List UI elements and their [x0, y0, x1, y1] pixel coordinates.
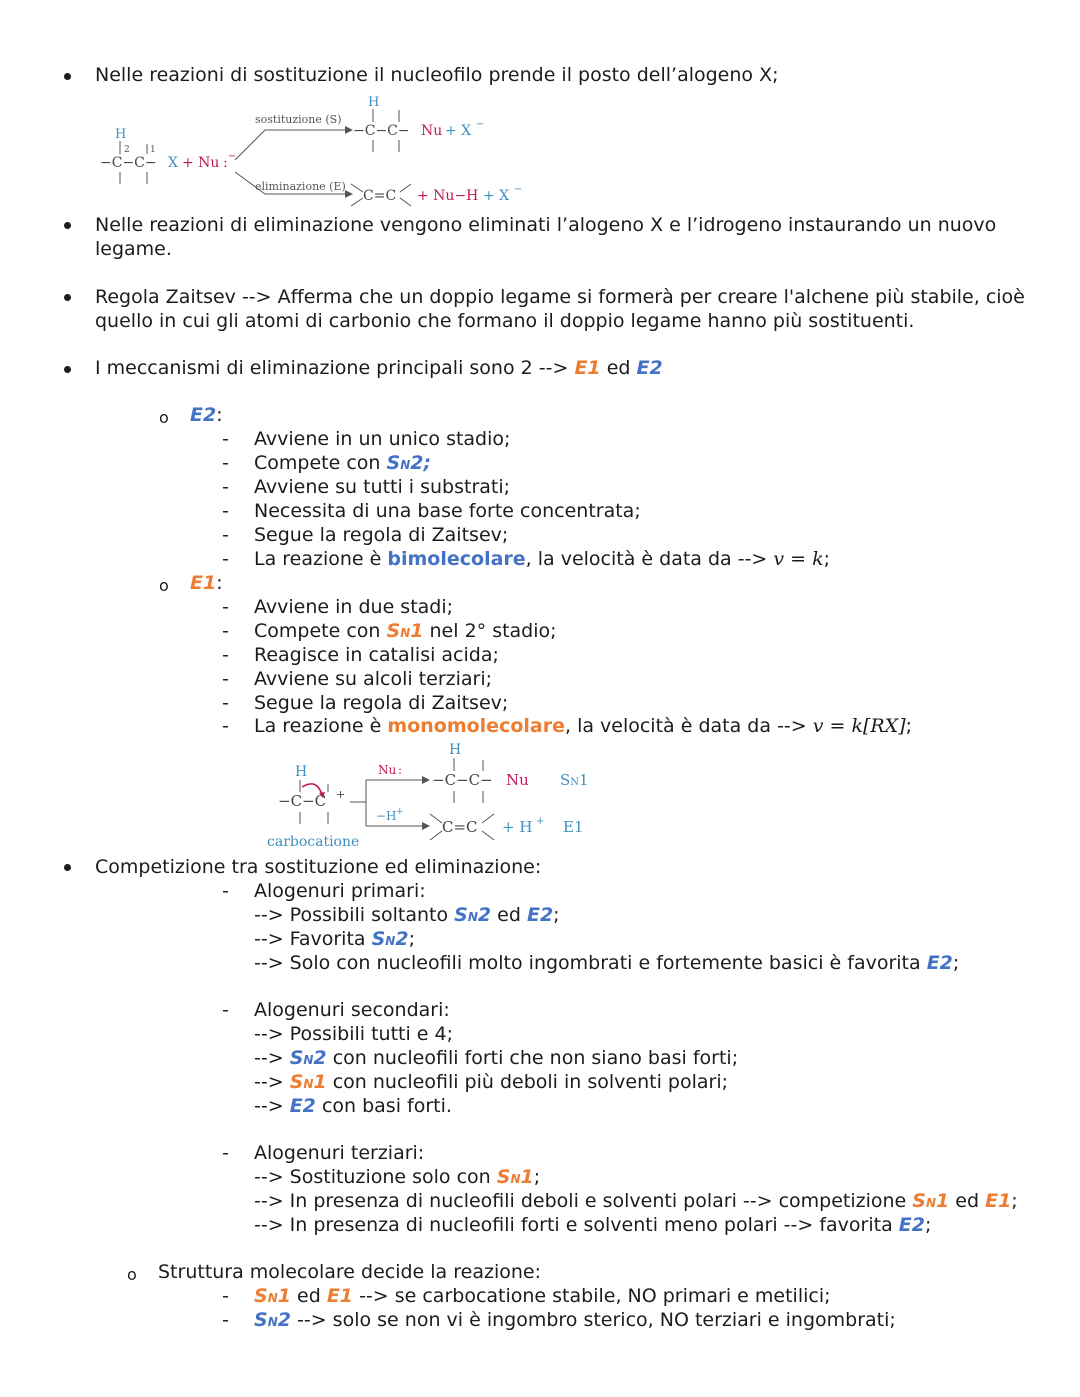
- bullet-sostituzione: Nelle reazioni di sostituzione il nucleofilo prende il posto dell’alogeno X;: [95, 64, 779, 86]
- e1-rate-formula: v = k[RX]: [812, 715, 906, 737]
- bullet-zaitsev-line1: Regola Zaitsev --> Afferma che un doppio legame si formerà per creare l'alchene più stabile, cioè: [95, 286, 1025, 308]
- dash-marker: -: [222, 500, 229, 522]
- e1-heading: E1:: [190, 572, 223, 594]
- dash-marker: -: [222, 428, 229, 450]
- primari-line2: --> Favorita SN2;: [254, 928, 415, 950]
- secondari-line4: --> E2 con basi forti.: [254, 1095, 452, 1117]
- e2-rate-mid: , la velocità è data da -->: [525, 548, 768, 570]
- competizione-title: Competizione tra sostituzione ed eliminazione:: [95, 856, 542, 878]
- circle-marker: o: [159, 408, 169, 427]
- bullet-dot: [64, 222, 71, 229]
- dash-marker: -: [222, 548, 229, 570]
- svg-text:+: +: [536, 816, 545, 827]
- terziari-line3: --> In presenza di nucleofili forti e solventi meno polari --> favorita E2;: [254, 1214, 932, 1236]
- d2-prod-chain: −C−C−: [432, 771, 493, 789]
- e2-item: Avviene in un unico stadio;: [254, 428, 511, 450]
- dash-marker: -: [222, 524, 229, 546]
- dash-marker: -: [222, 715, 229, 737]
- e1-compete-sn1: SN1: [386, 620, 424, 642]
- d1-reagent-chain: −C−C−: [100, 155, 157, 171]
- d2-colon: :: [398, 763, 403, 777]
- e1-rate-mid: , la velocità è data da -->: [564, 715, 807, 737]
- e1-item: Segue la regola di Zaitsev;: [254, 692, 509, 714]
- e2-item: Avviene su tutti i substrati;: [254, 476, 511, 498]
- d2-h-top: H: [449, 742, 462, 758]
- d1-nu-prod: Nu: [421, 123, 443, 139]
- struttura-line1: SN1 ed E1 --> se carbocatione stabile, NO primari e metilici;: [254, 1285, 831, 1307]
- primari-title: Alogenuri primari:: [254, 880, 426, 902]
- dash-marker: -: [222, 1285, 229, 1307]
- e2-heading: E2:: [190, 404, 223, 426]
- d1-h-left: H: [115, 127, 127, 142]
- d1-plus-x2: + X: [483, 188, 510, 204]
- terziari-line1: --> Sostituzione solo con SN1;: [254, 1166, 541, 1188]
- secondari-line3: --> SN1 con nucleofili più deboli in solventi polari;: [254, 1071, 729, 1093]
- dash-marker: -: [222, 692, 229, 714]
- bullet-dot: [64, 294, 71, 301]
- d1-plus-x: + X: [445, 123, 472, 139]
- terziari-title: Alogenuri terziari:: [254, 1142, 425, 1164]
- diagram-carbocatione: [262, 740, 602, 852]
- d2-alkene: C=C: [442, 818, 478, 836]
- e1-compete: [254, 620, 557, 642]
- e2-rate-formula: v = k: [773, 548, 824, 570]
- d1-h-top: H: [368, 95, 380, 110]
- secondari-line2: --> SN2 con nucleofili forti che non siano basi forti;: [254, 1047, 739, 1069]
- dash-marker: -: [222, 880, 229, 902]
- dash-marker: -: [222, 476, 229, 498]
- e2-compete-sn2: SN2;: [386, 452, 432, 474]
- d2-h-plus-label: −H: [376, 809, 397, 823]
- bullet-eliminazione-line1: Nelle reazioni di eliminazione vengono eliminati l’alogeno X e l’idrogeno instaurando un nuovo: [95, 214, 997, 236]
- dash-marker: -: [222, 668, 229, 690]
- bullet-meccanismi: [95, 357, 663, 379]
- d1-alkene: C=C: [363, 188, 397, 204]
- svg-text:−: −: [476, 119, 485, 130]
- d2-nu-label: Nu: [378, 763, 397, 777]
- e2-item: Necessita di una base forte concentrata;: [254, 500, 641, 522]
- circle-marker: o: [159, 576, 169, 595]
- d2-plus: +: [336, 788, 346, 801]
- terziari-line2: --> In presenza di nucleofili deboli e solventi polari --> competizione SN1 ed E1;: [254, 1190, 1018, 1212]
- meccanismi-e1: E1: [574, 357, 601, 379]
- d1-minus: −: [228, 151, 237, 162]
- bullet-eliminazione-line2: legame.: [95, 238, 172, 260]
- e2-title: E2: [190, 404, 217, 426]
- e1-item: Avviene su alcoli terziari;: [254, 668, 493, 690]
- e2-item: Segue la regola di Zaitsev;: [254, 524, 509, 546]
- e1-compete-suffix: nel 2° stadio;: [429, 620, 557, 642]
- d1-label-elim: eliminazione (E): [255, 180, 346, 193]
- d2-label-carbo: carbocatione: [267, 834, 360, 850]
- meccanismi-ed: ed: [606, 357, 631, 379]
- e1-compete-prefix: Compete con: [254, 620, 381, 642]
- dash-marker: -: [222, 1309, 229, 1331]
- primari-line3: --> Solo con nucleofili molto ingombrati e fortemente basici è favorita E2;: [254, 952, 960, 974]
- dash-marker: -: [222, 620, 229, 642]
- svg-text:−: −: [514, 184, 523, 195]
- svg-text:+: +: [396, 807, 404, 817]
- bullet-zaitsev-line2: quello in cui gli atomi di carbonio che formano il doppio legame hanno più sostituenti.: [95, 310, 915, 332]
- e2-compete: [254, 452, 431, 474]
- d1-x: X: [168, 155, 178, 171]
- dash-marker: -: [222, 999, 229, 1021]
- bullet-dot: [64, 73, 71, 80]
- bullet-dot: [64, 366, 71, 373]
- bullet-dot: [64, 864, 71, 871]
- d1-num-1: 1: [150, 145, 156, 155]
- dash-marker: -: [222, 644, 229, 666]
- meccanismi-text: I meccanismi di eliminazione principali sono 2 -->: [95, 357, 569, 379]
- d1-label-sost: sostituzione (S): [255, 113, 342, 126]
- circle-marker: o: [127, 1265, 137, 1284]
- dash-marker: -: [222, 596, 229, 618]
- d1-colon: :: [223, 155, 228, 171]
- e1-rate-prefix: La reazione è: [254, 715, 382, 737]
- d1-plus-nuh: + Nu−H: [417, 188, 479, 204]
- d2-sn1: SN1: [560, 771, 589, 789]
- d2-plus-h: + H: [502, 818, 533, 836]
- d1-plus-nu: + Nu: [182, 155, 220, 171]
- e2-rate-prefix: La reazione è: [254, 548, 382, 570]
- struttura-title: Struttura molecolare decide la reazione:: [158, 1261, 541, 1283]
- secondari-title: Alogenuri secondari:: [254, 999, 450, 1021]
- e2-compete-prefix: Compete con: [254, 452, 381, 474]
- e1-title: E1: [190, 572, 217, 594]
- e1-rate: La reazione è monomolecolare, la velocità è data da --> v = k[RX];: [254, 715, 913, 737]
- dash-marker: -: [222, 452, 229, 474]
- d2-h-left: H: [295, 764, 308, 780]
- meccanismi-e2: E2: [636, 357, 663, 379]
- primari-line1: --> Possibili soltanto SN2 ed E2;: [254, 904, 560, 926]
- e1-item: Reagisce in catalisi acida;: [254, 644, 499, 666]
- d1-num-2: 2: [124, 145, 130, 155]
- secondari-line1: --> Possibili tutti e 4;: [254, 1023, 454, 1045]
- e2-rate: La reazione è bimolecolare, la velocità è data da --> v = k;: [254, 548, 831, 570]
- e2-rate-word: bimolecolare: [387, 548, 526, 570]
- diagram-sostituzione-eliminazione: [95, 92, 535, 210]
- d2-nu-prod: Nu: [506, 771, 529, 789]
- d2-e1: E1: [563, 818, 584, 836]
- e1-item: Avviene in due stadi;: [254, 596, 454, 618]
- dash-marker: -: [222, 1142, 229, 1164]
- struttura-line2: SN2 --> solo se non vi è ingombro sterico, NO terziari e ingombrati;: [254, 1309, 896, 1331]
- d1-prod-chain: −C−C−: [353, 123, 410, 139]
- e1-rate-word: monomolecolare: [387, 715, 565, 737]
- d2-chain-left: −C−C: [278, 792, 327, 810]
